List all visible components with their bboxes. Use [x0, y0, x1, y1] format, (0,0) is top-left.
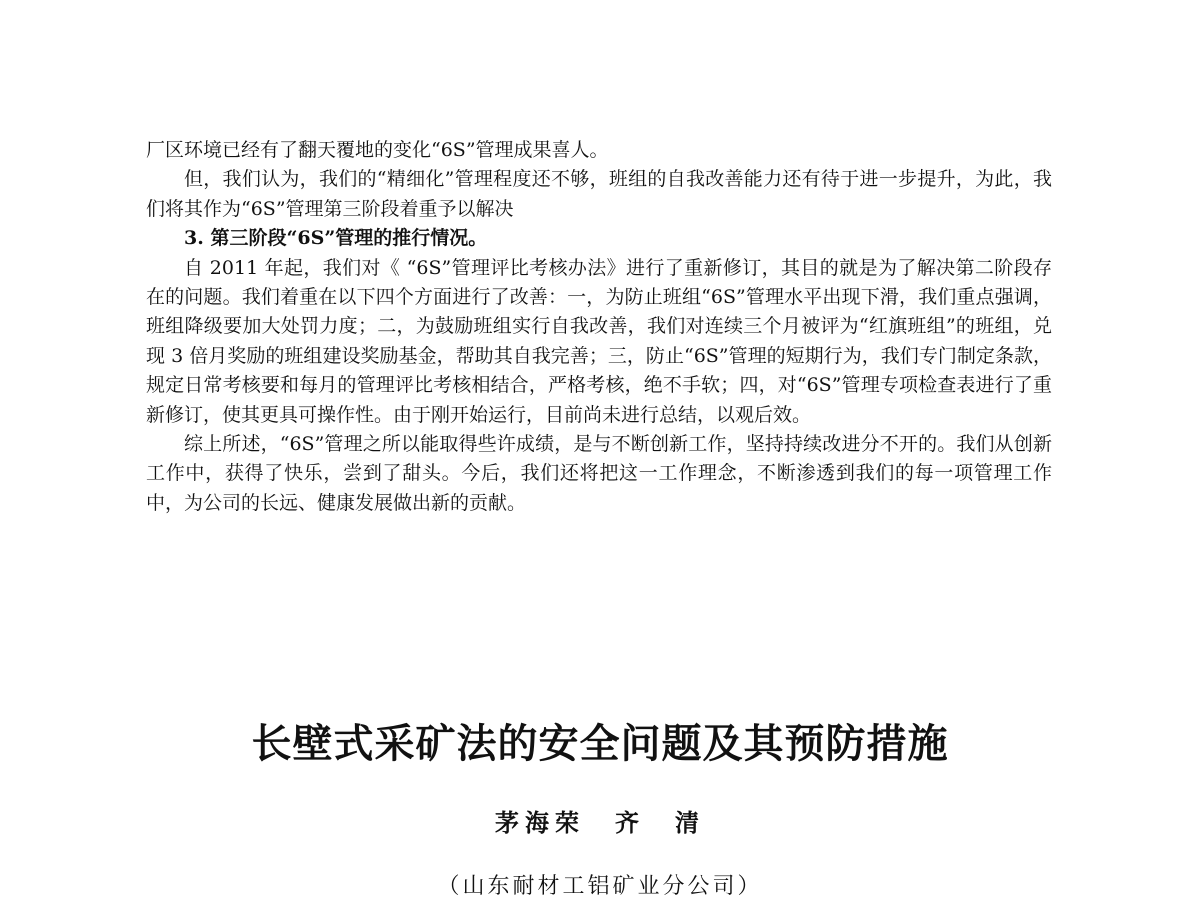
- article-title: 长壁式采矿法的安全问题及其预防措施: [251, 720, 949, 767]
- paragraph-continuation: 厂区环境已经有了翻天覆地的变化“6S”管理成果喜人。: [146, 139, 609, 161]
- paragraph: 但，我们认为，我们的“精细化”管理程度还不够，班组的自我改善能力还有待于进一步提升，为此，我们将其作为“6S”管理第三阶段着重予以解决: [146, 168, 1052, 220]
- paragraph: 综上所述，“6S”管理之所以能取得些许成绩，是与不断创新工作，坚持持续改进分不开的。我们从创新工作中，获得了快乐，尝到了甜头。今后，我们还将把这一工作理念，不断渗透到我们的每一项管理工作中，为公司的长远、健康发展做出新的贡献。: [146, 433, 1052, 514]
- previous-article-body: [146, 136, 1052, 518]
- section-heading: 3. 第三阶段“6S”管理的推行情况。: [184, 227, 488, 250]
- paragraph: 自 2011 年起，我们对《 “6S”管理评比考核办法》进行了重新修订，其目的就是为了解决第二阶段存在的问题。我们着重在以下四个方面进行了改善：一，为防止班组“6S”管理水平出现下滑，我们重点强调，班组降级要加大处罚力度；二，为鼓励班组实行自我改善，我们对连续三个月被评为“红旗班组”的班组，兑现 3 倍月奖励的班组建设奖励基金，帮助其自我完善；三，防止“6S”管理的短期行为，我们专门制定条款，规定日常考核要和每月的管理评比考核相结合，严格考核，绝不手软；四，对“6S”管理专项检查表进行了重新修订，使其更具可操作性。由于刚开始运行，目前尚未进行总结，以观后效。: [146, 256, 1052, 426]
- article-authors: 茅海荣 齐 清: [495, 808, 705, 837]
- article-affiliation: （山东耐材工铝矿业分公司）: [437, 874, 763, 899]
